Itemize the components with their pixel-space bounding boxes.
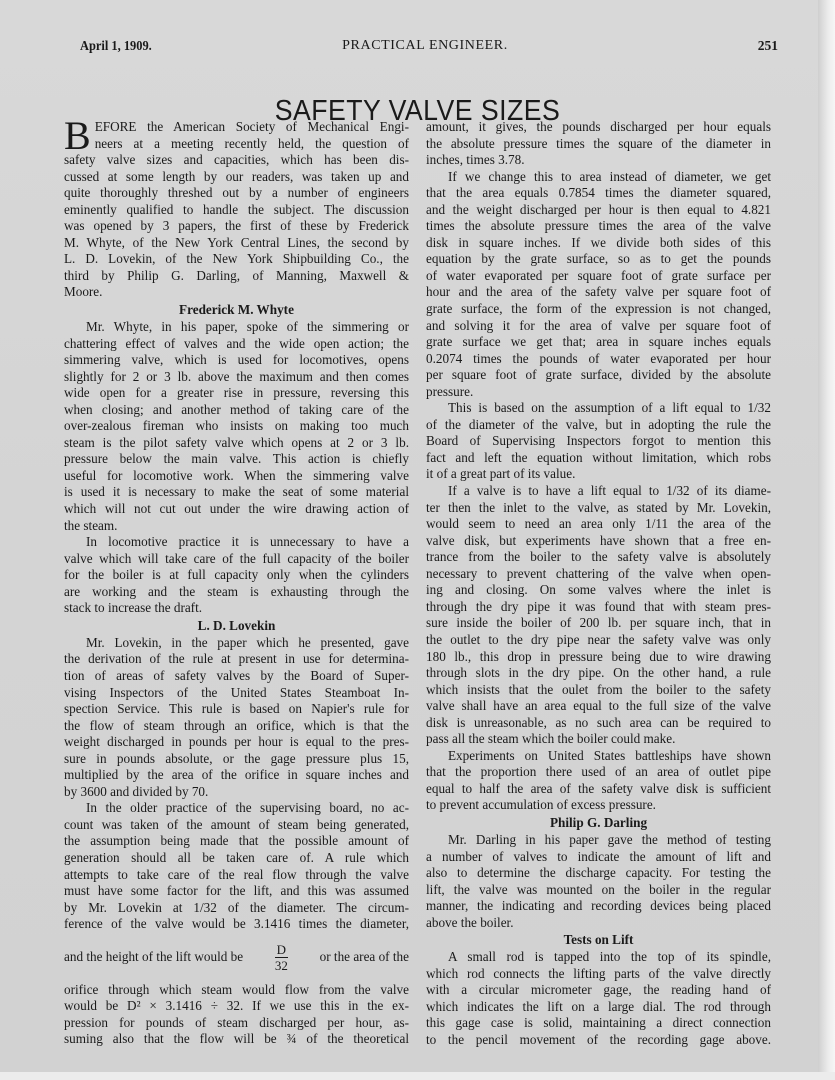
text-line: Experiments on United States battleships have shown [448,747,771,763]
left-column [64,113,409,1048]
text-line: and the weight discharged per hour is then equal to 4.821 [426,201,771,217]
text-line: manner, the indicating and recording devices being placed [426,898,771,914]
text-line: that the area equals 0.7854 times the diameter squared, [426,185,771,201]
text-line: weight discharged in pounds per hour is equal to the pres- [64,734,409,750]
text-line: cussed at some length by our readers, was taken up and [64,168,409,184]
fraction-numerator: D [276,941,287,957]
text-line: necessary to prevent chattering of the valve when open- [426,565,771,581]
text-line: this gage case is solid, maintaining a direct connection [426,1015,771,1031]
text-line: grate surface we get that; area in square inches equals [426,334,771,350]
text-line: eminently qualified to handle the subject. The discussion [64,201,409,217]
text-line: chattering effect of valves and the wide open action; the [64,335,409,351]
text-line: are working and the steam is exhausting through the [64,583,409,599]
issue-date: April 1, 1909. [80,38,152,53]
section-heading-darling: Philip G. Darling [549,814,648,830]
text-line: must have some factor for the lift, and this was assumed [64,883,409,899]
paragraph-continued [426,119,771,169]
text-line: stack to increase the draft. [64,600,203,616]
text-line: orifice through which steam would flow from the valve [64,981,409,997]
text-line: for the boiler is at full capacity only when the cylinders [64,567,409,583]
text-line: 180 lb., this drop in pressure being due to wire drawing [426,648,771,664]
text-line: which insists that the oulet from the boiler to the safety [426,681,771,697]
text-line: generation should all be taken care of. A rule which [64,849,409,865]
text-line: by 3600 and divided by 70. [64,783,209,799]
text-line: EFORE the American Society of Mechanical Engi- [94,119,409,134]
text-line: vising Inspectors of the United States Steamboat In- [64,684,409,700]
text-line: quite thoroughly threshed out by a number of engineers [64,185,409,201]
text-line: of the diameter of the valve, but in adopting the rule the [426,416,771,432]
text-line: This is based on the assumption of a lift equal to 1/32 [448,400,771,416]
text-line: Mr. Darling in his paper gave the method of testing [448,831,771,847]
text-line: pressure below the main valve. This action is chiefly [64,451,409,467]
paragraph [64,534,409,617]
text-line: count was taken of the amount of steam being generated, [64,816,409,832]
paragraph [426,832,771,931]
text-line: that the proportion there used of an area of outlet pipe [426,764,771,780]
text-line: a number of valves to indicate the amount of lift and [426,848,771,864]
formula-text-after: or the area of the [319,948,409,964]
section-heading-tests-on-lift: Tests on Lift [563,932,634,948]
text-line: pass all the steam which the boiler could make. [426,731,676,747]
text-line: suming also that the flow will be ¾ of the theoretical [64,1031,409,1047]
text-line: fact and left the equation without limitation, which robs [426,449,771,465]
page-edge-shadow [818,0,835,1080]
text-line: 0.2074 times the pounds of water evaporated per hour [426,350,771,366]
text-line: per square foot of grate surface, divided by the absolute [426,367,771,383]
text-line: which indicates the lift on a large dial. The rod through [426,998,771,1014]
text-line: simmering valve, which is used for locomotives, opens [64,352,409,368]
text-line: L. D. Lovekin, of the New York Shipbuilding Co., the [64,251,409,267]
paragraph-continued [64,982,409,1048]
text-line: spection Service. This rule is based on Napier's rule for [64,701,409,717]
text-line: the absolute pressure times the square of the diameter in [426,135,771,151]
text-line: If we change this to area instead of diameter, we get [448,168,771,184]
text-line: disk in square inches. If we divide both sides of this [426,234,771,250]
formula-line [64,933,409,982]
paragraph [64,800,409,932]
page-number: 251 [757,38,778,53]
text-line: safety valve sizes and capacities, which has been dis- [64,152,409,168]
text-line: multiplied by the area of the orifice in square inches and [64,767,409,783]
text-line: the assumption being made that the possible amount of [64,833,409,849]
text-line: Mr. Lovekin, in the paper which he presented, gave [86,634,409,650]
text-line: the flow of steam through an orifice, which is that the [64,717,409,733]
text-line: valve which will take care of the full capacity of the boiler [64,550,409,566]
text-line: sure inside the boiler of 200 lb. per square inch, that in [426,615,771,631]
text-line: through the dry pipe it was found that with steam pres- [426,598,771,614]
text-line: amount, it gives, the pounds discharged per hour equals [426,119,771,134]
text-line: wide open for a greater rise in pressure, reversing this [64,385,409,401]
text-line: of water evaporated per square foot of grate surface per [426,267,771,283]
intro-paragraph [64,113,409,301]
text-line: and solving it for the area of valve per square foot of [426,317,771,333]
text-line: with a circular micrometer gage, the reading hand of [426,982,771,998]
paragraph [64,635,409,800]
fraction-denominator: 32 [274,957,288,973]
text-line: In locomotive practice it is unnecessary to have a [86,534,409,550]
text-line: valve disk, but experiments have shown that a free en- [426,532,771,548]
text-line: above the boiler. [426,914,514,930]
text-line: Board of Supervising Inspectors forgot to mention this [426,433,771,449]
text-line: Mr. Whyte, in his paper, spoke of the simmering or [86,319,409,335]
text-line: valve shall have an area equal to the full size of the valve [426,698,771,714]
text-line: also to determine the discharge capacity. For testing the [426,865,771,881]
text-line: steam is the pilot safety valve which opens at 2 or 3 lb. [64,434,409,450]
text-line: third by Philip G. Darling, of Manning, Maxwell & [64,267,409,283]
section-heading-lovekin: L. D. Lovekin [197,617,276,633]
text-line: which rod connects the lifting parts of the valve directly [426,965,771,981]
text-line: neers at a meeting recently held, the question of [94,135,409,151]
text-line: when closing; and another method of taking care of the [64,401,409,417]
text-line: hour and the area of the safety valve per square foot of [426,284,771,300]
running-head [80,38,778,60]
drop-cap: B [64,113,91,158]
text-line: grate surface, the form of the expression is not changed, [426,301,771,317]
text-line: the steam. [64,517,118,533]
text-line: which will not cut out under the wire drawing action of [64,501,409,517]
text-line: it of a great part of its value. [426,466,576,482]
text-line: trance from the boiler to the safety valve is absolutely [426,549,771,565]
text-line: sure in pounds absolute, or the gage pressure plus 15, [64,750,409,766]
text-line: lift, the valve was mounted on the boiler in the regular [426,881,771,897]
text-line: equal to half the area of the safety valve disk is sufficient [426,780,771,796]
right-column [426,119,771,1049]
text-line: would seem to need an area only 1/11 the area of the [426,516,771,532]
paragraph [426,949,771,1048]
text-line: by Mr. Lovekin at 1/32 of the diameter. The circum- [64,899,409,915]
text-line: was opened by 3 papers, the first of these by Frederick [64,218,409,234]
text-line: pressure. [426,383,474,399]
text-line: pression for pounds of steam discharged per hour, as- [64,1014,409,1030]
page-edge-bottom [0,1072,835,1080]
text-line: useful for locomotive work. When the simmering valve [64,467,409,483]
paragraph [426,169,771,401]
formula-text-before: and the height of the lift would be [64,948,244,964]
text-line: the derivation of the rule at present in use for determina- [64,651,409,667]
text-line: to prevent accumulation of excess pressure. [426,797,656,813]
journal-name: PRACTICAL ENGINEER. [342,38,508,53]
fraction-d-over-32 [275,942,288,973]
text-line: If a valve is to have a lift equal to 1/32 of its diame- [448,483,771,499]
text-line: times the absolute pressure times the area of the valve [426,218,771,234]
text-line: M. Whyte, of the New York Central Lines, the second by [64,234,409,250]
text-line: A small rod is tapped into the top of its spindle, [448,949,771,965]
text-line: tion of areas of safety valves by the Board of Super- [64,667,409,683]
text-line: is used it is necessary to make the seat of some material [64,484,409,500]
text-line: to the pencil movement of the recording gage above. [426,1031,771,1047]
paragraph [426,483,771,748]
text-line: Moore. [64,284,103,300]
text-line: the outlet to the dry pipe near the safety valve was only [426,631,771,647]
article-title: SAFETY VALVE SIZES [274,95,561,128]
text-line: would be D² × 3.1416 ÷ 32. If we use this in the ex- [64,998,409,1014]
text-line: slightly for 2 or 3 lb. above the maximum and then comes [64,368,409,384]
text-line: inches, times 3.78. [426,152,525,168]
text-line: ference of the valve would be 3.1416 times the diameter, [64,916,409,932]
paragraph [64,319,409,534]
text-line: attempts to take care of the real flow through the valve [64,866,409,882]
text-line: ing and closing. On some valves where the inlet is [426,582,771,598]
text-line: disk is unreasonable, as no such area can be required to [426,714,771,730]
section-heading-whyte: Frederick M. Whyte [179,302,294,318]
text-line: over-zealous fireman who insists on making too much [64,418,409,434]
text-line: ter then the inlet to the valve, as stated by Mr. Lovekin, [426,499,771,515]
text-line: equation by the grate surface, so as to get the pounds [426,251,771,267]
text-line: In the older practice of the supervising board, no ac- [86,800,409,816]
text-line: through slots in the dry pipe. On the other hand, a rule [426,665,771,681]
paragraph [426,400,771,483]
paragraph [426,748,771,814]
